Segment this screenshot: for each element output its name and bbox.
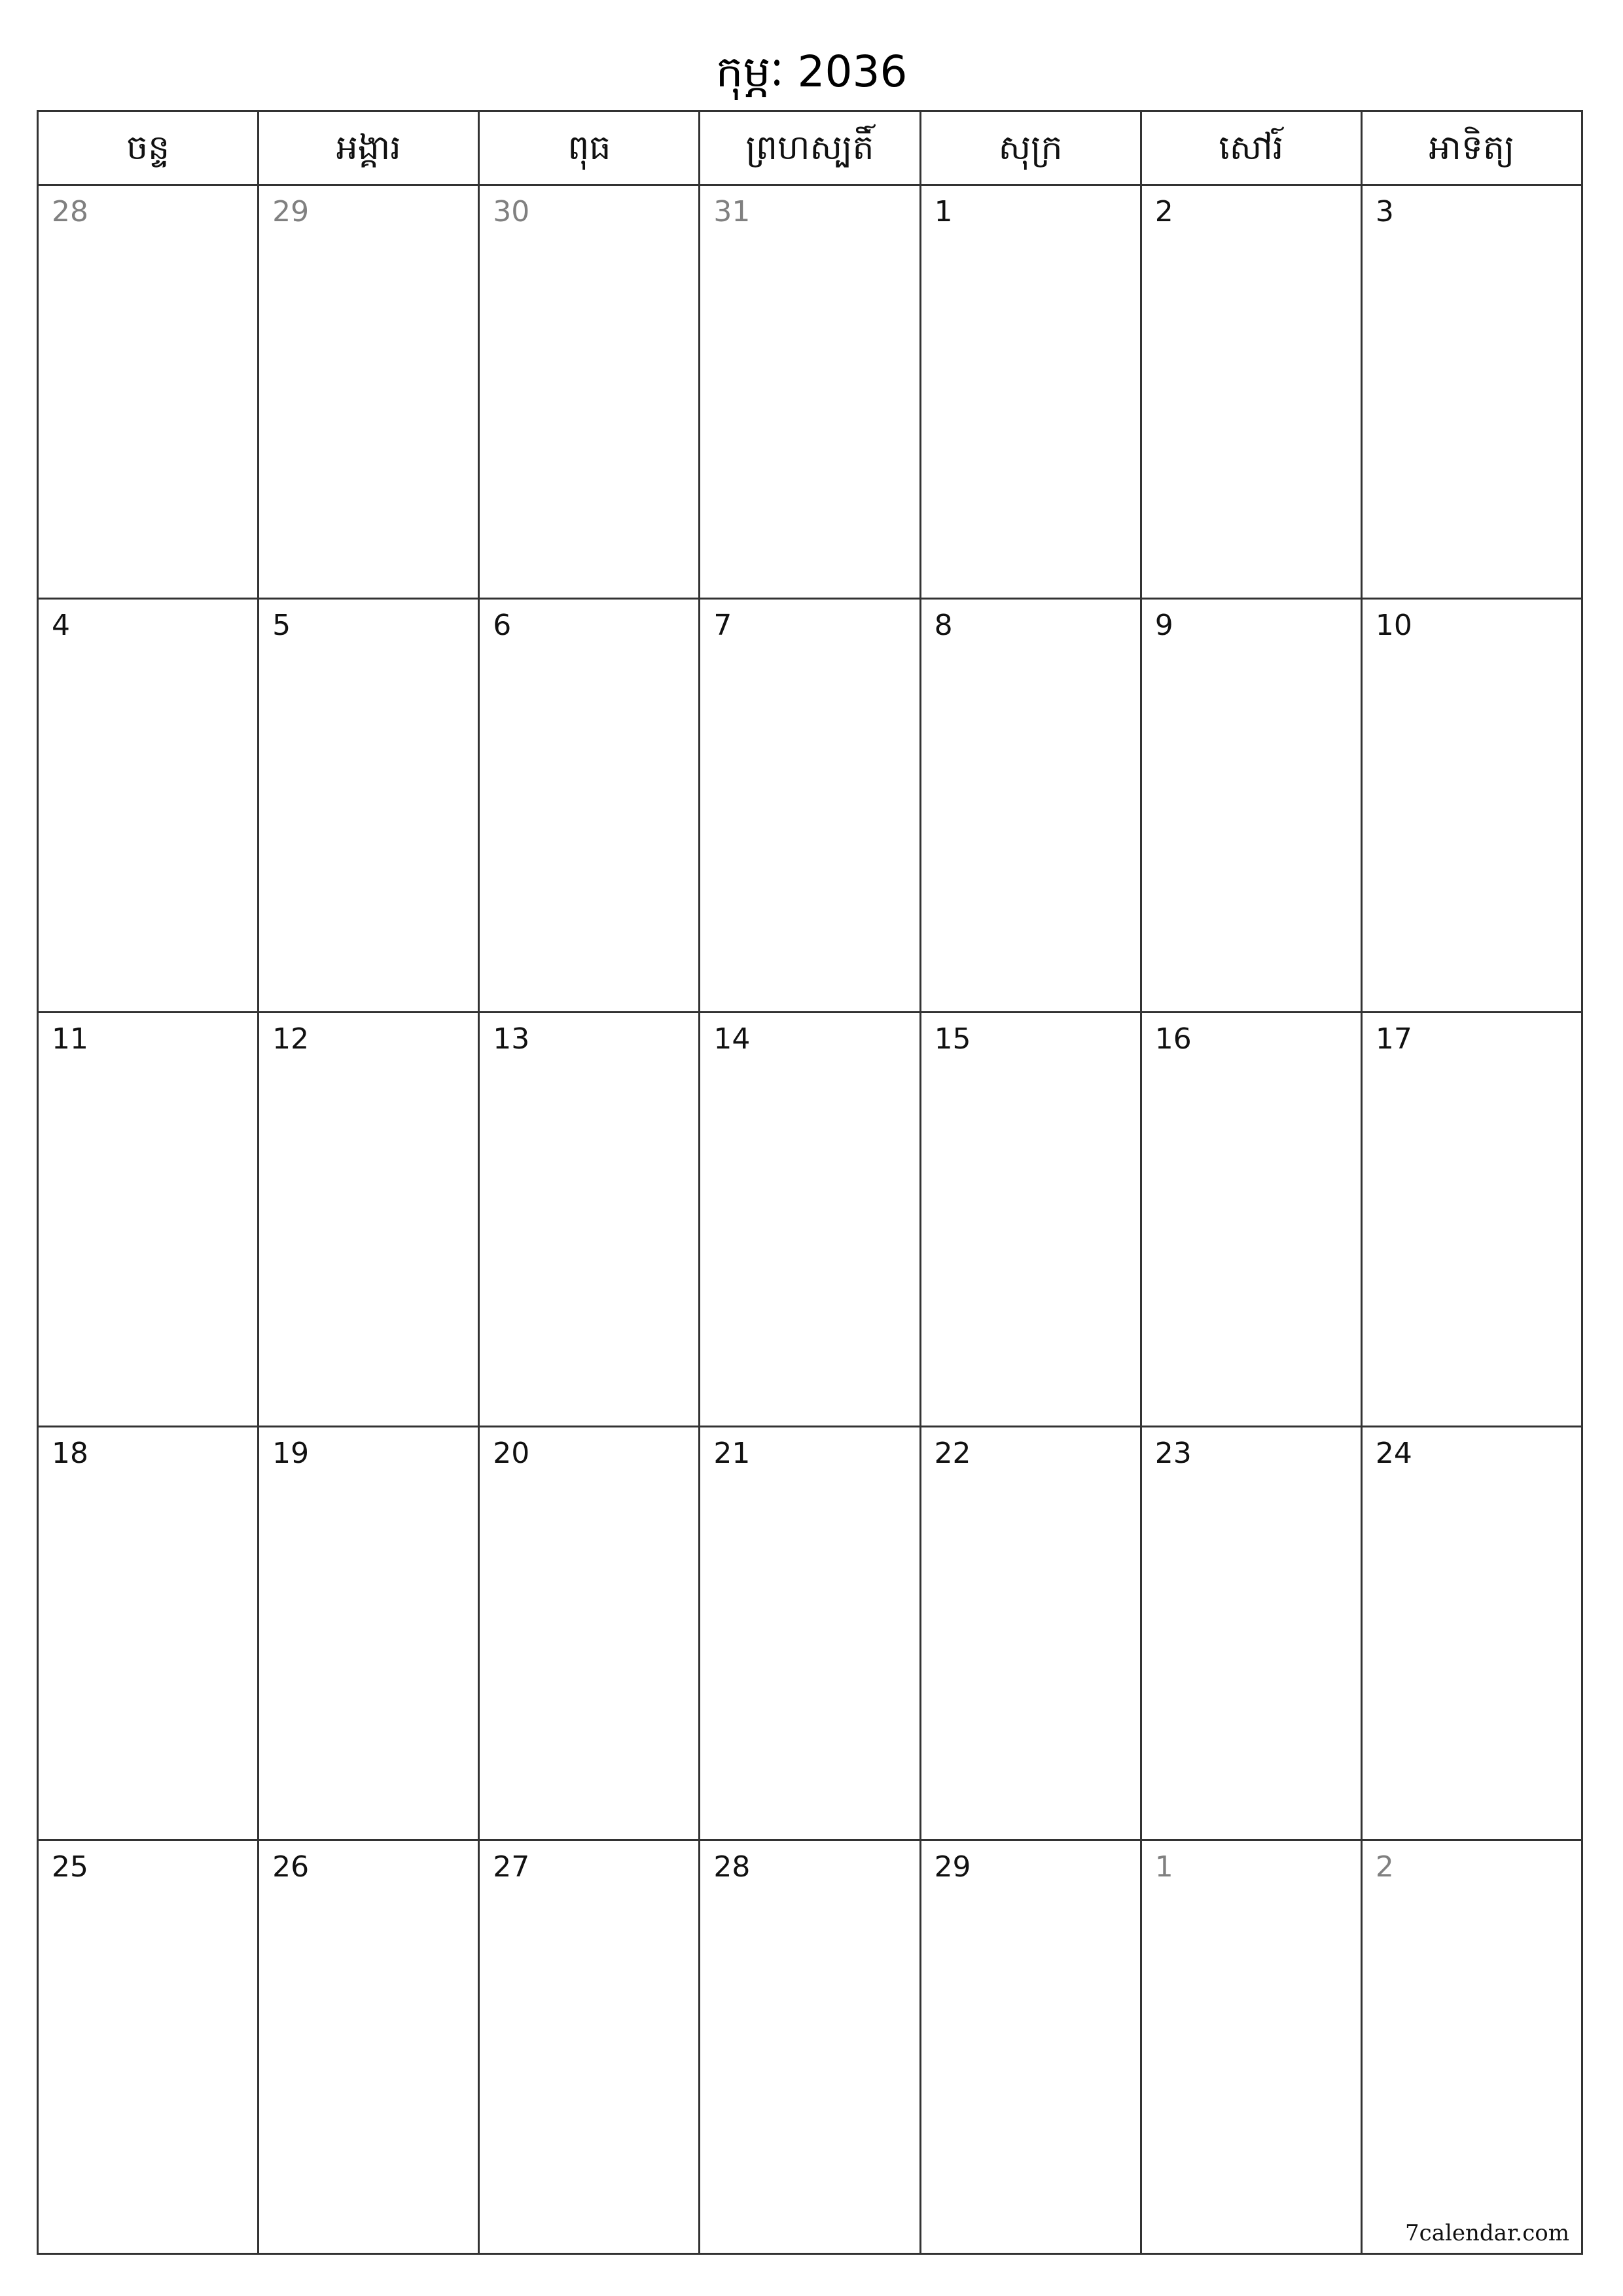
day-number: 2 — [1154, 195, 1173, 228]
day-number: 9 — [1154, 609, 1173, 643]
day-cell[interactable] — [1142, 1427, 1363, 1839]
week-row-5 — [39, 1841, 1581, 2253]
day-number: 7 — [713, 609, 732, 643]
day-cell[interactable] — [1142, 1841, 1363, 2253]
day-number: 18 — [52, 1436, 88, 1470]
day-cell[interactable] — [39, 1841, 259, 2253]
weekday-header-friday: សុក្រ — [921, 112, 1142, 184]
day-cell[interactable] — [259, 186, 480, 598]
day-number: 10 — [1375, 609, 1412, 643]
weekday-header-monday: ចន្ទ — [39, 112, 259, 184]
day-number: 16 — [1154, 1022, 1192, 1056]
day-cell[interactable] — [259, 1841, 480, 2253]
day-cell[interactable] — [1363, 186, 1581, 598]
day-cell[interactable] — [700, 1841, 921, 2253]
day-number: 30 — [493, 195, 530, 228]
day-number: 29 — [272, 195, 310, 228]
day-number: 24 — [1375, 1436, 1412, 1470]
day-number: 12 — [272, 1022, 310, 1056]
day-number: 22 — [934, 1436, 971, 1470]
page-title: កុម្ភៈ 2036 — [715, 46, 908, 97]
day-cell[interactable] — [39, 1013, 259, 1425]
day-cell[interactable] — [1142, 186, 1363, 598]
day-cell[interactable] — [921, 1013, 1142, 1425]
day-number: 25 — [52, 1850, 88, 1884]
day-cell[interactable] — [480, 1841, 700, 2253]
day-number: 11 — [52, 1022, 88, 1056]
day-cell[interactable] — [1142, 1013, 1363, 1425]
day-number: 1 — [934, 195, 953, 228]
week-row-2 — [39, 600, 1581, 1013]
weekday-header-tuesday: អង្គារ — [259, 112, 480, 184]
day-number: 2 — [1375, 1850, 1394, 1884]
day-cell[interactable] — [39, 1427, 259, 1839]
day-cell[interactable] — [921, 1841, 1142, 2253]
weeks-container — [39, 186, 1581, 2253]
day-cell[interactable] — [700, 1427, 921, 1839]
day-number: 1 — [1154, 1850, 1173, 1884]
day-number: 6 — [493, 609, 512, 643]
day-number: 20 — [493, 1436, 530, 1470]
day-number: 3 — [1375, 195, 1394, 228]
day-cell[interactable] — [700, 600, 921, 1011]
day-number: 31 — [713, 195, 751, 228]
weekday-header-thursday: ព្រហស្បតិ៍ — [700, 112, 921, 184]
day-number: 28 — [713, 1850, 751, 1884]
day-number: 29 — [934, 1850, 971, 1884]
week-row-4 — [39, 1427, 1581, 1841]
day-cell[interactable] — [1363, 1013, 1581, 1425]
week-row-1 — [39, 186, 1581, 600]
site-watermark: 7calendar.com — [1405, 2220, 1569, 2247]
day-cell[interactable] — [259, 1013, 480, 1425]
day-number: 28 — [52, 195, 88, 228]
day-cell[interactable] — [921, 186, 1142, 598]
day-number: 13 — [493, 1022, 530, 1056]
day-cell[interactable] — [480, 186, 700, 598]
day-number: 23 — [1154, 1436, 1192, 1470]
day-cell[interactable] — [1363, 1427, 1581, 1839]
day-cell[interactable] — [921, 1427, 1142, 1839]
day-cell[interactable] — [480, 1427, 700, 1839]
weekday-header-row — [39, 112, 1581, 186]
week-row-3 — [39, 1013, 1581, 1427]
day-cell[interactable] — [480, 1013, 700, 1425]
day-cell[interactable] — [480, 600, 700, 1011]
day-number: 26 — [272, 1850, 310, 1884]
day-number: 5 — [272, 609, 291, 643]
day-cell[interactable] — [921, 600, 1142, 1011]
day-cell[interactable] — [39, 186, 259, 598]
day-number: 27 — [493, 1850, 530, 1884]
day-number: 21 — [713, 1436, 751, 1470]
day-cell[interactable] — [259, 600, 480, 1011]
day-number: 19 — [272, 1436, 310, 1470]
day-number: 14 — [713, 1022, 751, 1056]
day-cell[interactable] — [1363, 1841, 1581, 2253]
day-cell[interactable] — [1142, 600, 1363, 1011]
day-number: 4 — [52, 609, 70, 643]
day-cell[interactable] — [1363, 600, 1581, 1011]
day-number: 17 — [1375, 1022, 1412, 1056]
day-number: 15 — [934, 1022, 971, 1056]
day-cell[interactable] — [259, 1427, 480, 1839]
day-cell[interactable] — [700, 186, 921, 598]
weekday-header-saturday: សៅរ៍ — [1142, 112, 1363, 184]
calendar-grid — [37, 110, 1583, 2255]
weekday-header-wednesday: ពុធ — [480, 112, 700, 184]
day-cell[interactable] — [700, 1013, 921, 1425]
day-number: 8 — [934, 609, 953, 643]
weekday-header-sunday: អាទិត្យ — [1429, 128, 1515, 168]
day-cell[interactable] — [39, 600, 259, 1011]
